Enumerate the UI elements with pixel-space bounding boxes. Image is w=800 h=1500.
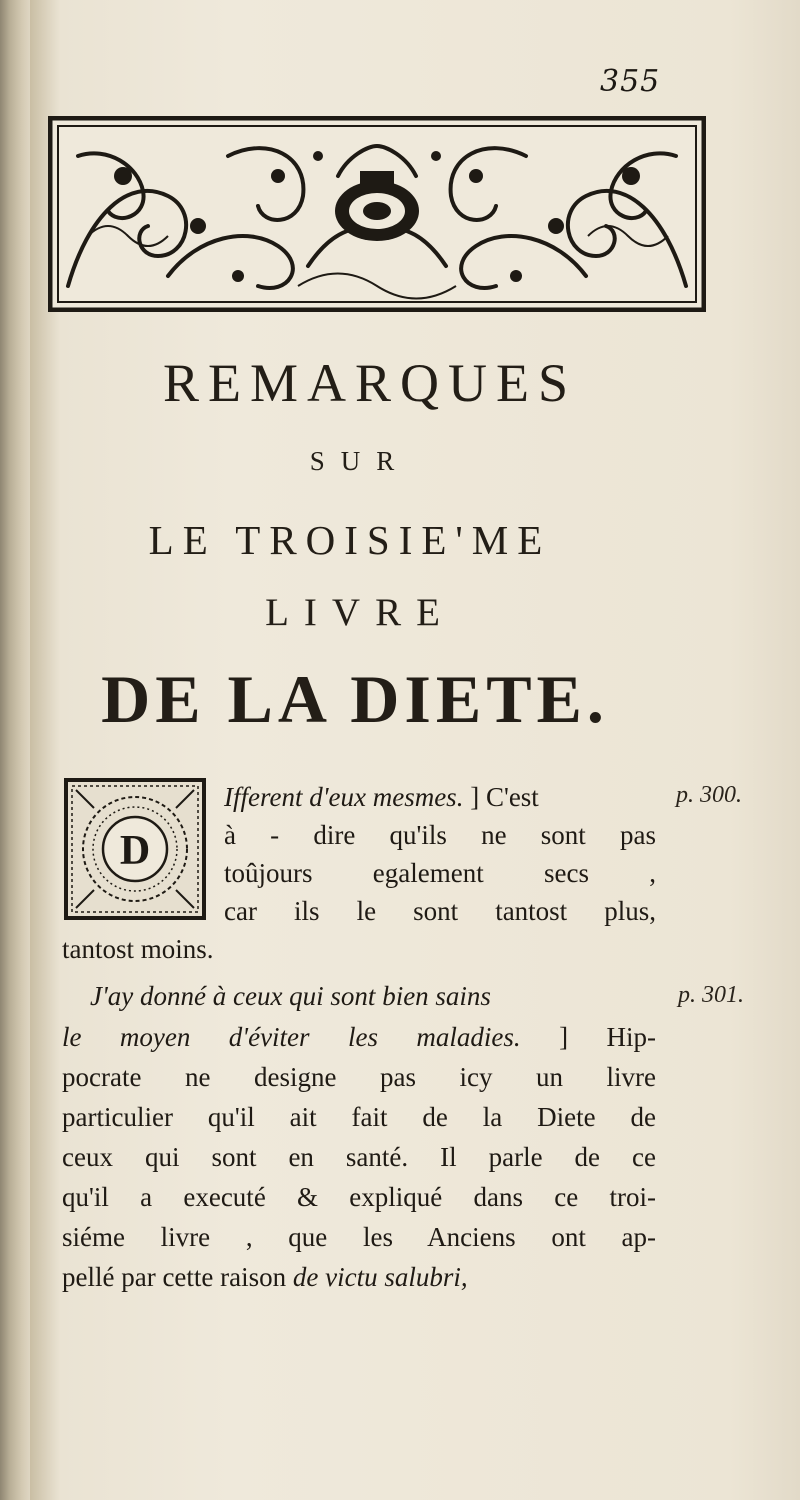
paragraph2-line5: ceux qui sont en santé. Il parle de ce (62, 1142, 656, 1172)
dropcap-letter: D (119, 828, 151, 874)
title-troisieme: LE TROISIE'ME (148, 517, 552, 563)
paragraph2-line7: siéme livre , que les Anciens ont ap- (62, 1222, 656, 1252)
page-number: 355 (600, 64, 661, 99)
decorated-dropcap (64, 778, 206, 920)
paragraph2-line8: pellé par cette raison de victu salubri, (62, 1262, 468, 1292)
margin-note-p301: p. 301. (678, 982, 744, 1008)
paragraph2-line2: le moyen d'éviter les maladies. ] Hip- (62, 1022, 657, 1052)
paragraph2-line4: particulier qu'il ait fait de la Diete de (62, 1102, 656, 1132)
paragraph1-line4: car ils le sont tantost plus, (224, 896, 656, 926)
paragraph1-line1: Ifferent d'eux mesmes. ] C'est (224, 782, 539, 812)
title-livre: LIVRE (265, 591, 455, 634)
title-remarques: REMARQUES (162, 353, 578, 413)
paragraph2-line1: J'ay donné à ceux qui sont bien sains (90, 981, 491, 1011)
margin-note-p300: p. 300. (676, 782, 742, 808)
title-sur: SUR (309, 446, 411, 476)
title-de-la-diete: DE LA DIETE. (101, 661, 609, 737)
paragraph1-line2: à - dire qu'ils ne sont pas (224, 820, 656, 850)
paragraph1-line3: toûjours egalement secs , (224, 858, 656, 888)
ornamental-headpiece (48, 116, 706, 312)
book-spine-shadow (0, 0, 34, 1500)
paragraph2-line3: pocrate ne designe pas icy un livre (62, 1062, 656, 1092)
paragraph1-line5: tantost moins. (62, 934, 214, 964)
paragraph2-line6: qu'il a executé & expliqué dans ce troi- (62, 1182, 656, 1212)
